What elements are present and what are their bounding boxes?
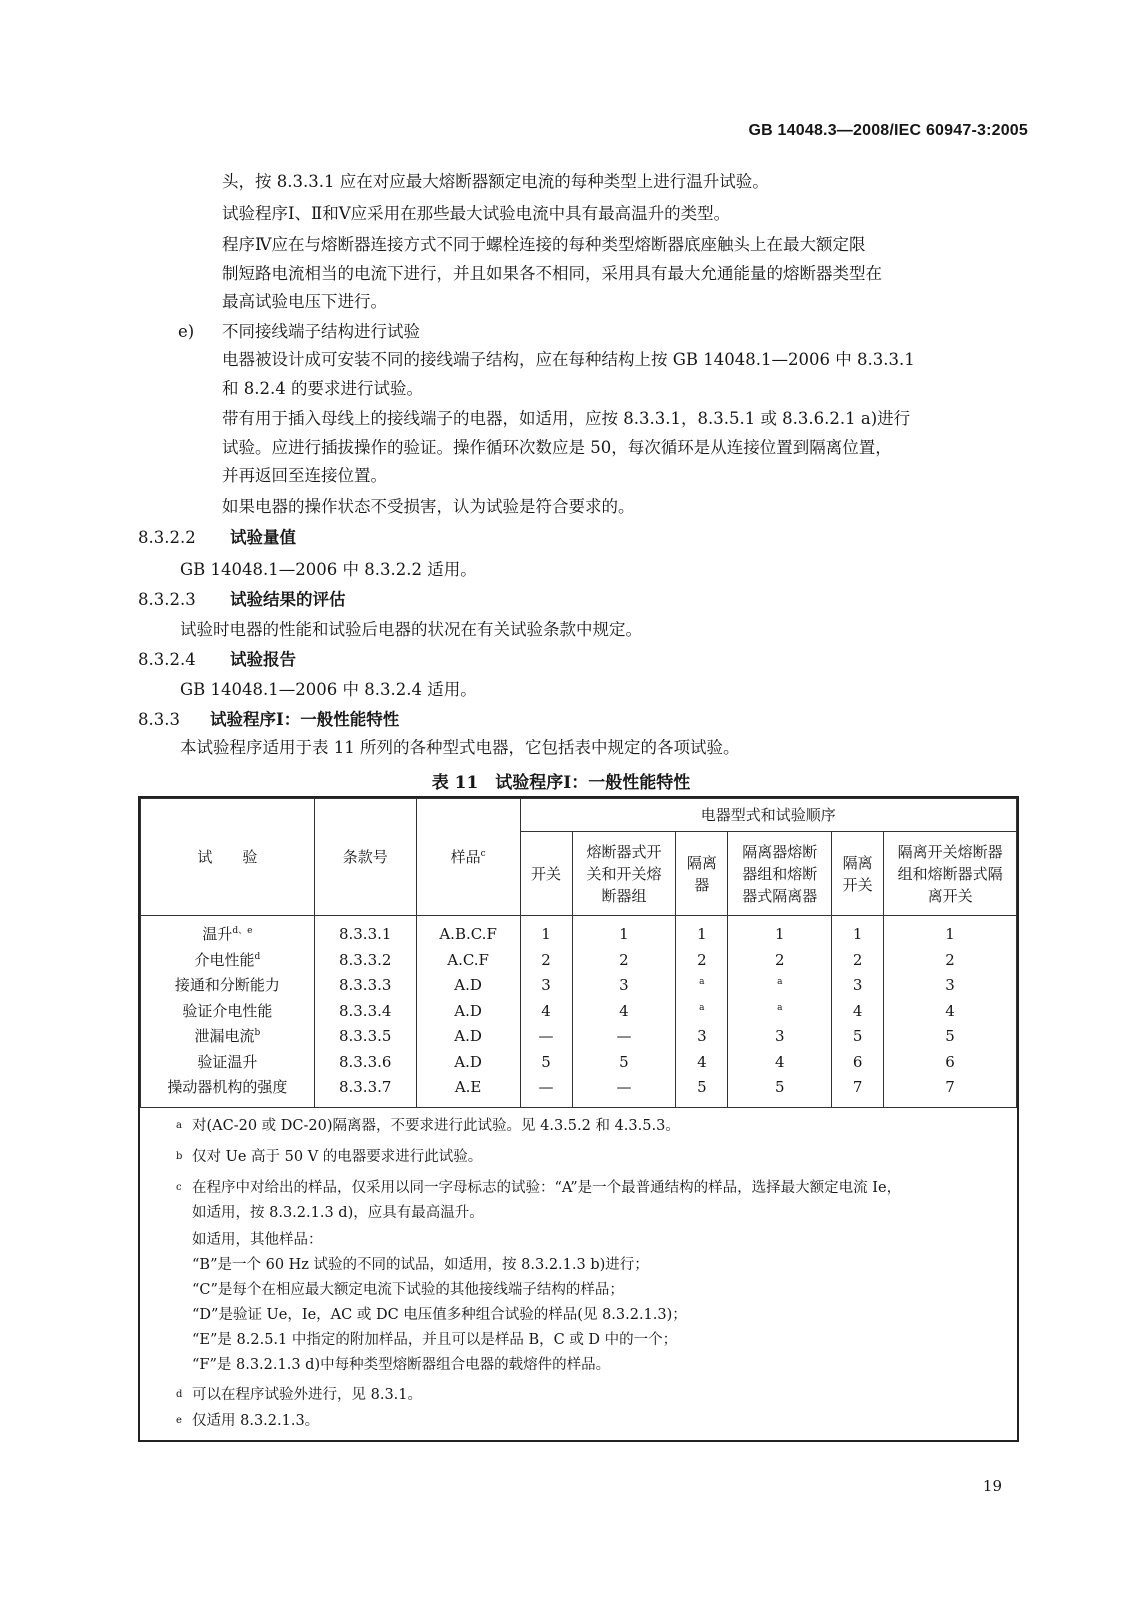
seq-cell: 2	[572, 948, 676, 974]
sample-cell: A.D	[416, 1050, 520, 1076]
section-number: 8.3.2.3	[138, 590, 196, 609]
seq-cell: —	[572, 1024, 676, 1050]
test-name	[141, 999, 315, 1025]
table-row	[141, 916, 1017, 948]
seq-cell: 1	[728, 916, 832, 948]
seq-cell	[676, 973, 728, 999]
sample-cell: A.D	[416, 999, 520, 1025]
test-name	[141, 973, 315, 999]
seq-cell: —	[572, 1075, 676, 1107]
paragraph-line: 带有用于插入母线上的接线端子的电器，如适用，应按 8.3.3.1，8.3.5.1 或 8.3.6.2.1 a)进行	[222, 409, 911, 428]
seq-cell: 2	[832, 948, 884, 974]
footnote-ref: a	[699, 1002, 705, 1013]
table-footnote-line: “F”是 8.3.2.1.3 d)中每种类型熔断器组合电器的载熔件的样品。	[192, 1357, 611, 1373]
col-header-type: 隔离器	[676, 832, 728, 916]
col-header-clause: 条款号	[314, 799, 416, 916]
table-footnote	[176, 1178, 901, 1198]
seq-cell: 6	[832, 1050, 884, 1076]
footnote-text: 对(AC-20 或 DC-20)隔离器，不要求进行此试验。见 4.3.5.2 和 4.3.5.3。	[192, 1118, 680, 1134]
list-heading: 不同接线端子结构进行试验	[222, 322, 420, 341]
test-label: 温升	[202, 925, 233, 944]
sample-cell: A.E	[416, 1075, 520, 1107]
seq-cell: —	[520, 1024, 572, 1050]
section-title: 试验量值	[230, 528, 296, 547]
clause-cell: 8.3.3.3	[314, 973, 416, 999]
seq-cell: 3	[884, 973, 1017, 999]
table-row	[141, 1075, 1017, 1107]
seq-cell: 1	[572, 916, 676, 948]
sample-cell: A.D	[416, 973, 520, 999]
sample-cell: A.C.F	[416, 948, 520, 974]
sample-cell: A.D	[416, 1024, 520, 1050]
seq-cell: 3	[728, 1024, 832, 1050]
seq-cell: 1	[884, 916, 1017, 948]
footnote-mark: d	[176, 1389, 183, 1400]
seq-cell: 4	[832, 999, 884, 1025]
section-title: 试验结果的评估	[230, 590, 346, 609]
table-footnote-line: “B”是一个 60 Hz 试验的不同的试品，如适用，按 8.3.2.1.3 b)进行；	[192, 1257, 649, 1273]
seq-cell: 1	[520, 916, 572, 948]
table-footnote-line: “E”是 8.2.5.1 中指定的附加样品，并且可以是样品 B，C 或 D 中的一个；	[192, 1332, 678, 1348]
footnote-ref: c	[480, 849, 486, 859]
seq-cell: 5	[728, 1075, 832, 1107]
seq-cell: 6	[884, 1050, 1017, 1076]
page-number: 19	[982, 1477, 1002, 1495]
seq-cell: 4	[728, 1050, 832, 1076]
table-caption: 表 11 试验程序Ⅰ：一般性能特性	[431, 773, 691, 793]
footnote-mark: e	[176, 1415, 182, 1426]
test-name	[141, 1075, 315, 1107]
seq-cell: 2	[676, 948, 728, 974]
seq-cell	[728, 973, 832, 999]
col-header-type: 隔离开关	[832, 832, 884, 916]
paragraph-line: 试验程序Ⅰ、Ⅱ和Ⅴ应采用在那些最大试验电流中具有最高温升的类型。	[222, 204, 731, 223]
footnote-mark: b	[176, 1151, 183, 1162]
section-heading	[138, 528, 296, 548]
seq-cell: 5	[676, 1075, 728, 1107]
test-name	[141, 1050, 315, 1076]
table-footnote-line: “D”是验证 Ue，Ie，AC 或 DC 电压值多种组合试验的样品(见 8.3.2.1.3)；	[192, 1307, 687, 1323]
footnote-mark: c	[176, 1182, 182, 1193]
footnote-ref: a	[777, 977, 783, 988]
test-label: 操动器机构的强度	[167, 1078, 288, 1097]
footnote-text: 可以在程序试验外进行，见 8.3.1。	[192, 1387, 423, 1403]
seq-cell: 2	[884, 948, 1017, 974]
section-body: 本试验程序适用于表 11 所列的各种型式电器，它包括表中规定的各项试验。	[180, 738, 740, 757]
paragraph-line: 最高试验电压下进行。	[222, 292, 387, 311]
seq-cell: 3	[520, 973, 572, 999]
seq-cell: 4	[520, 999, 572, 1025]
seq-cell: 5	[572, 1050, 676, 1076]
seq-cell: 4	[676, 1050, 728, 1076]
section-heading	[138, 710, 399, 730]
section-title: 试验程序Ⅰ：一般性能特性	[210, 710, 400, 729]
paragraph-line: 和 8.2.4 的要求进行试验。	[222, 379, 423, 398]
section-number: 8.3.2.2	[138, 528, 196, 547]
section-heading	[138, 590, 346, 610]
sample-label: 样品	[450, 848, 481, 866]
section-body: GB 14048.1—2006 中 8.3.2.4 适用。	[180, 680, 477, 699]
footnote-ref: b	[254, 1028, 261, 1039]
col-header-sample	[416, 799, 520, 916]
test-label: 接通和分断能力	[174, 976, 280, 995]
test-label: 验证温升	[197, 1052, 258, 1071]
footnote-ref: a	[777, 1002, 783, 1013]
clause-cell: 8.3.3.4	[314, 999, 416, 1025]
clause-cell: 8.3.3.2	[314, 948, 416, 974]
seq-cell: 7	[832, 1075, 884, 1107]
paragraph-line: 制短路电流相当的电流下进行，并且如果各不相同，采用具有最大允通能量的熔断器类型在	[222, 264, 882, 283]
col-header-type: 隔离开关熔断器组和熔断器式隔离开关	[884, 832, 1017, 916]
section-body: 试验时电器的性能和试验后电器的状况在有关试验条款中规定。	[180, 620, 642, 639]
footnote-text: 仅对 Ue 高于 50 V 的电器要求进行此试验。	[192, 1149, 483, 1165]
col-group-header: 电器型式和试验顺序	[520, 799, 1016, 832]
table-row	[141, 948, 1017, 974]
paragraph-line: 头，按 8.3.3.1 应在对应最大熔断器额定电流的每种类型上进行温升试验。	[222, 172, 769, 191]
test-sequence-table	[140, 798, 1017, 1108]
test-name	[141, 948, 315, 974]
table-frame	[138, 796, 1019, 1442]
paragraph-line: 程序Ⅳ应在与熔断器连接方式不同于螺栓连接的每种类型熔断器底座触头上在最大额定限	[222, 235, 866, 254]
table-row	[141, 1024, 1017, 1050]
seq-cell: 2	[520, 948, 572, 974]
clause-cell: 8.3.3.7	[314, 1075, 416, 1107]
footnote-text: 仅适用 8.3.2.1.3。	[192, 1413, 320, 1429]
seq-cell: 4	[572, 999, 676, 1025]
section-number: 8.3.3	[138, 710, 180, 729]
paragraph-line: 如果电器的操作状态不受损害，认为试验是符合要求的。	[222, 497, 635, 516]
seq-cell: —	[520, 1075, 572, 1107]
seq-cell: 1	[676, 916, 728, 948]
col-header-type: 熔断器式开关和开关熔断器组	[572, 832, 676, 916]
test-label: 泄漏电流	[194, 1027, 255, 1046]
table-row	[141, 1050, 1017, 1076]
table-footnote	[176, 1116, 680, 1136]
table-row	[141, 973, 1017, 999]
section-title: 试验报告	[230, 650, 296, 669]
section-number: 8.3.2.4	[138, 650, 196, 669]
footnote-ref: d、e	[232, 926, 253, 937]
paragraph-line: 电器被设计成可安装不同的接线端子结构，应在每种结构上按 GB 14048.1—2006 中 8.3.3.1	[222, 350, 915, 369]
seq-cell: 2	[728, 948, 832, 974]
list-marker: e)	[178, 322, 195, 341]
table-row	[141, 999, 1017, 1025]
paragraph-line: 并再返回至连接位置。	[222, 466, 387, 485]
test-label: 验证介电性能	[182, 1001, 273, 1020]
test-name	[141, 916, 315, 948]
col-header-type: 隔离器熔断器组和熔断器式隔离器	[728, 832, 832, 916]
table-footnote-line: 如适用，按 8.3.2.1.3 d)，应具有最高温升。	[192, 1205, 484, 1221]
seq-cell: 5	[832, 1024, 884, 1050]
col-header-type: 开关	[520, 832, 572, 916]
col-header-test: 试 验	[141, 799, 315, 916]
seq-cell	[728, 999, 832, 1025]
footnote-ref: a	[699, 977, 705, 988]
test-label: 介电性能	[194, 950, 255, 969]
test-name	[141, 1024, 315, 1050]
table-footnote	[176, 1147, 482, 1167]
table-footnote-line: “C”是每个在相应最大额定电流下试验的其他接线端子结构的样品；	[192, 1282, 624, 1298]
seq-cell: 3	[572, 973, 676, 999]
table-footnote-line: 如适用，其他样品：	[192, 1232, 323, 1248]
paragraph-line: 试验。应进行插拔操作的验证。操作循环次数应是 50，每次循环是从连接位置到隔离位置，	[222, 438, 892, 457]
footnote-text: 在程序中对给出的样品，仅采用以同一字母标志的试验：“A”是一个最普通结构的样品，选择最大额定电流 Ie，	[192, 1180, 902, 1196]
clause-cell: 8.3.3.1	[314, 916, 416, 948]
clause-cell: 8.3.3.5	[314, 1024, 416, 1050]
seq-cell: 3	[676, 1024, 728, 1050]
seq-cell: 7	[884, 1075, 1017, 1107]
document-header: GB 14048.3—2008/IEC 60947-3:2005	[748, 122, 1028, 139]
footnote-mark: a	[176, 1120, 182, 1131]
section-body: GB 14048.1—2006 中 8.3.2.2 适用。	[180, 560, 477, 579]
sample-cell: A.B.C.F	[416, 916, 520, 948]
seq-cell: 1	[832, 916, 884, 948]
seq-cell: 5	[520, 1050, 572, 1076]
footnote-ref: d	[254, 951, 261, 962]
seq-cell	[676, 999, 728, 1025]
section-heading	[138, 650, 296, 670]
seq-cell: 5	[884, 1024, 1017, 1050]
table-footnote	[176, 1411, 319, 1431]
table-footnote	[176, 1385, 422, 1405]
seq-cell: 4	[884, 999, 1017, 1025]
seq-cell: 3	[832, 973, 884, 999]
clause-cell: 8.3.3.6	[314, 1050, 416, 1076]
